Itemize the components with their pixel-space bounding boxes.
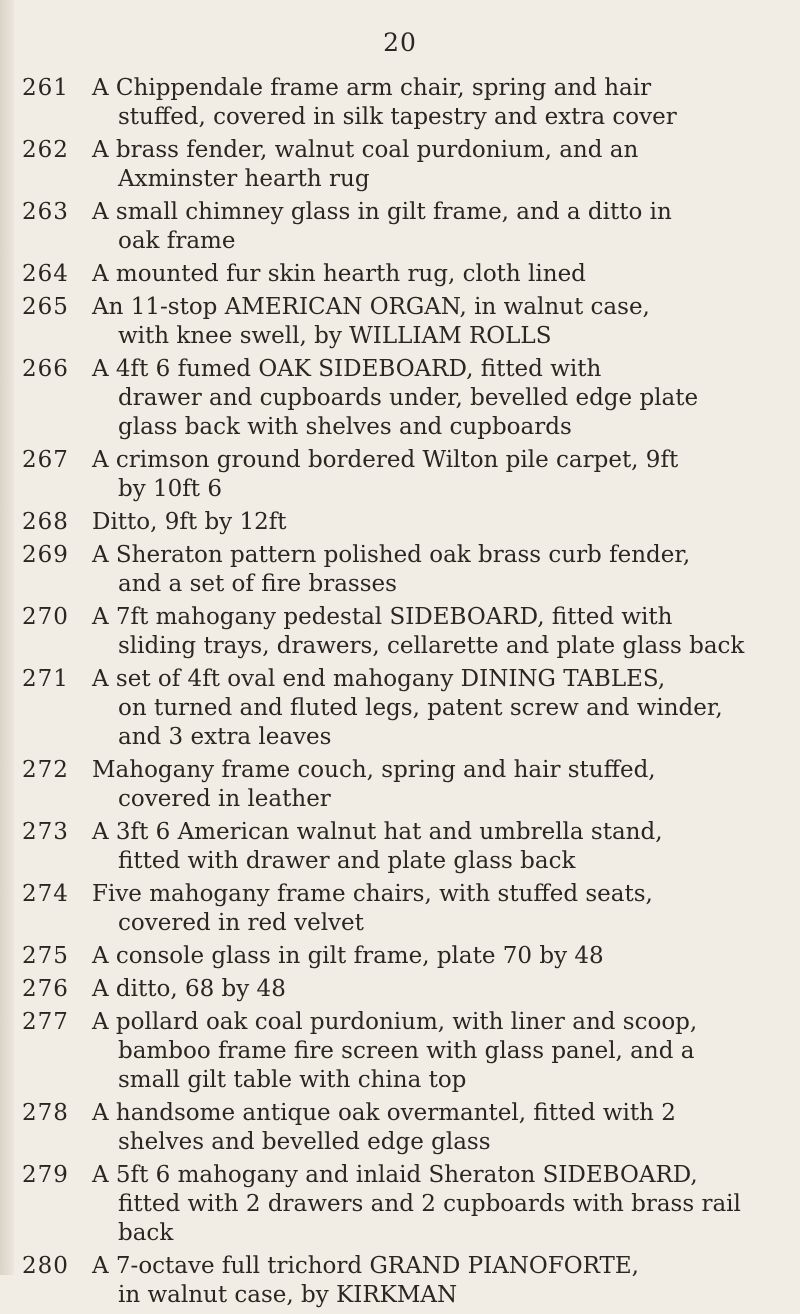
lot-entry	[22, 603, 792, 661]
lot-description-line: fitted with drawer and plate glass back	[118, 848, 576, 874]
lot-description-line: A 5ft 6 mahogany and inlaid Sheraton SIDEBOARD,	[92, 1162, 698, 1188]
lot-description-line: Mahogany frame couch, spring and hair stuffed,	[92, 757, 656, 783]
lot-number: 267	[22, 447, 69, 473]
lot-number: 275	[22, 943, 69, 969]
lot-description	[92, 975, 792, 1004]
lot-description-line: with knee swell, by WILLIAM ROLLS	[118, 323, 552, 349]
lot-entry	[22, 136, 792, 194]
lot-entry	[22, 975, 792, 1004]
lot-entry	[22, 260, 792, 289]
lot-number: 262	[22, 137, 69, 163]
lot-entry	[22, 1252, 792, 1310]
lot-number: 266	[22, 356, 69, 382]
lot-entry	[22, 198, 792, 256]
lot-entry	[22, 74, 792, 132]
lot-description-line: A console glass in gilt frame, plate 70 by 48	[92, 943, 604, 969]
lot-description-line: on turned and fluted legs, patent screw and winder,	[118, 695, 723, 721]
lot-description-line: A crimson ground bordered Wilton pile carpet, 9ft	[92, 447, 679, 473]
lot-entry	[22, 818, 792, 876]
lot-description-line: glass back with shelves and cupboards	[118, 414, 572, 440]
lot-description	[92, 603, 792, 661]
lot-description	[92, 74, 792, 132]
lot-description-line: covered in red velvet	[118, 910, 364, 936]
lot-description-line: covered in leather	[118, 786, 331, 812]
lot-description-line: Five mahogany frame chairs, with stuffed seats,	[92, 881, 653, 907]
lot-entry	[22, 508, 792, 537]
lot-description	[92, 508, 792, 537]
lot-description-line: A 4ft 6 fumed OAK SIDEBOARD, fitted with	[92, 356, 602, 382]
lot-entry	[22, 1008, 792, 1095]
lot-description	[92, 1008, 792, 1095]
lot-description-line: An 11-stop AMERICAN ORGAN, in walnut case,	[92, 294, 650, 320]
lot-description-line: A ditto, 68 by 48	[92, 976, 286, 1002]
lot-number: 280	[22, 1253, 69, 1279]
lot-number: 278	[22, 1100, 69, 1126]
lot-description-line: Axminster hearth rug	[118, 166, 370, 192]
lot-description	[92, 1252, 792, 1310]
lot-number: 269	[22, 542, 69, 568]
lot-entry	[22, 942, 792, 971]
lot-number: 271	[22, 666, 69, 692]
lot-description	[92, 818, 792, 876]
page-edge	[0, 0, 14, 1275]
lot-description	[92, 541, 792, 599]
lot-description	[92, 446, 792, 504]
lot-number: 265	[22, 294, 69, 320]
lot-entry	[22, 541, 792, 599]
lot-number: 264	[22, 261, 69, 287]
lot-entry	[22, 446, 792, 504]
lot-description-line: fitted with 2 drawers and 2 cupboards with brass rail	[118, 1191, 741, 1217]
page-number: 20	[383, 28, 417, 57]
lot-description-line: in walnut case, by KIRKMAN	[118, 1282, 458, 1308]
lot-description-line: A 7-octave full trichord GRAND PIANOFORTE,	[92, 1253, 639, 1279]
lot-number: 268	[22, 509, 69, 535]
lot-number: 270	[22, 604, 69, 630]
lot-description	[92, 1099, 792, 1157]
lot-description-line: and a set of fire brasses	[118, 571, 397, 597]
lot-list	[22, 74, 792, 1314]
lot-description-line: shelves and bevelled edge glass	[118, 1129, 491, 1155]
lot-entry	[22, 1161, 792, 1248]
lot-description-line: A 7ft mahogany pedestal SIDEBOARD, fitted with	[92, 604, 673, 630]
lot-number: 279	[22, 1162, 69, 1188]
lot-number: 263	[22, 199, 69, 225]
lot-description	[92, 756, 792, 814]
lot-number: 261	[22, 75, 69, 101]
lot-entry	[22, 1099, 792, 1157]
lot-description-line: stuffed, covered in silk tapestry and extra cover	[118, 104, 677, 130]
lot-description	[92, 665, 792, 752]
lot-description-line: A brass fender, walnut coal purdonium, and an	[92, 137, 639, 163]
lot-description	[92, 293, 792, 351]
lot-description-line: A 3ft 6 American walnut hat and umbrella stand,	[92, 819, 663, 845]
lot-description-line: A mounted fur skin hearth rug, cloth lined	[92, 261, 586, 287]
lot-entry	[22, 355, 792, 442]
lot-description	[92, 880, 792, 938]
lot-number: 276	[22, 976, 69, 1002]
lot-description-line: sliding trays, drawers, cellarette and plate glass back	[118, 633, 745, 659]
lot-description-line: A Chippendale frame arm chair, spring and hair	[92, 75, 652, 101]
lot-description-line: small gilt table with china top	[118, 1067, 467, 1093]
lot-description	[92, 198, 792, 256]
lot-description-line: oak frame	[118, 228, 236, 254]
lot-description-line: A pollard oak coal purdonium, with liner and scoop,	[92, 1009, 698, 1035]
lot-description	[92, 260, 792, 289]
lot-description-line: A set of 4ft oval end mahogany DINING TABLES,	[92, 666, 666, 692]
lot-description	[92, 1161, 792, 1248]
lot-number: 277	[22, 1009, 69, 1035]
lot-entry	[22, 756, 792, 814]
lot-description-line: A small chimney glass in gilt frame, and a ditto in	[92, 199, 672, 225]
lot-number: 272	[22, 757, 69, 783]
lot-number: 273	[22, 819, 69, 845]
lot-entry	[22, 880, 792, 938]
lot-description-line: by 10ft 6	[118, 476, 222, 502]
lot-description	[92, 355, 792, 442]
lot-description-line: A handsome antique oak overmantel, fitted with 2	[92, 1100, 676, 1126]
lot-description-line: A Sheraton pattern polished oak brass curb fender,	[92, 542, 691, 568]
lot-description-line: bamboo frame fire screen with glass panel, and a	[118, 1038, 695, 1064]
lot-description-line: drawer and cupboards under, bevelled edge plate	[118, 385, 699, 411]
lot-description-line: and 3 extra leaves	[118, 724, 332, 750]
lot-entry	[22, 293, 792, 351]
lot-description	[92, 942, 792, 971]
lot-description-line: back	[118, 1220, 174, 1246]
lot-description-line: Ditto, 9ft by 12ft	[92, 509, 287, 535]
lot-entry	[22, 665, 792, 752]
lot-number: 274	[22, 881, 69, 907]
lot-description	[92, 136, 792, 194]
